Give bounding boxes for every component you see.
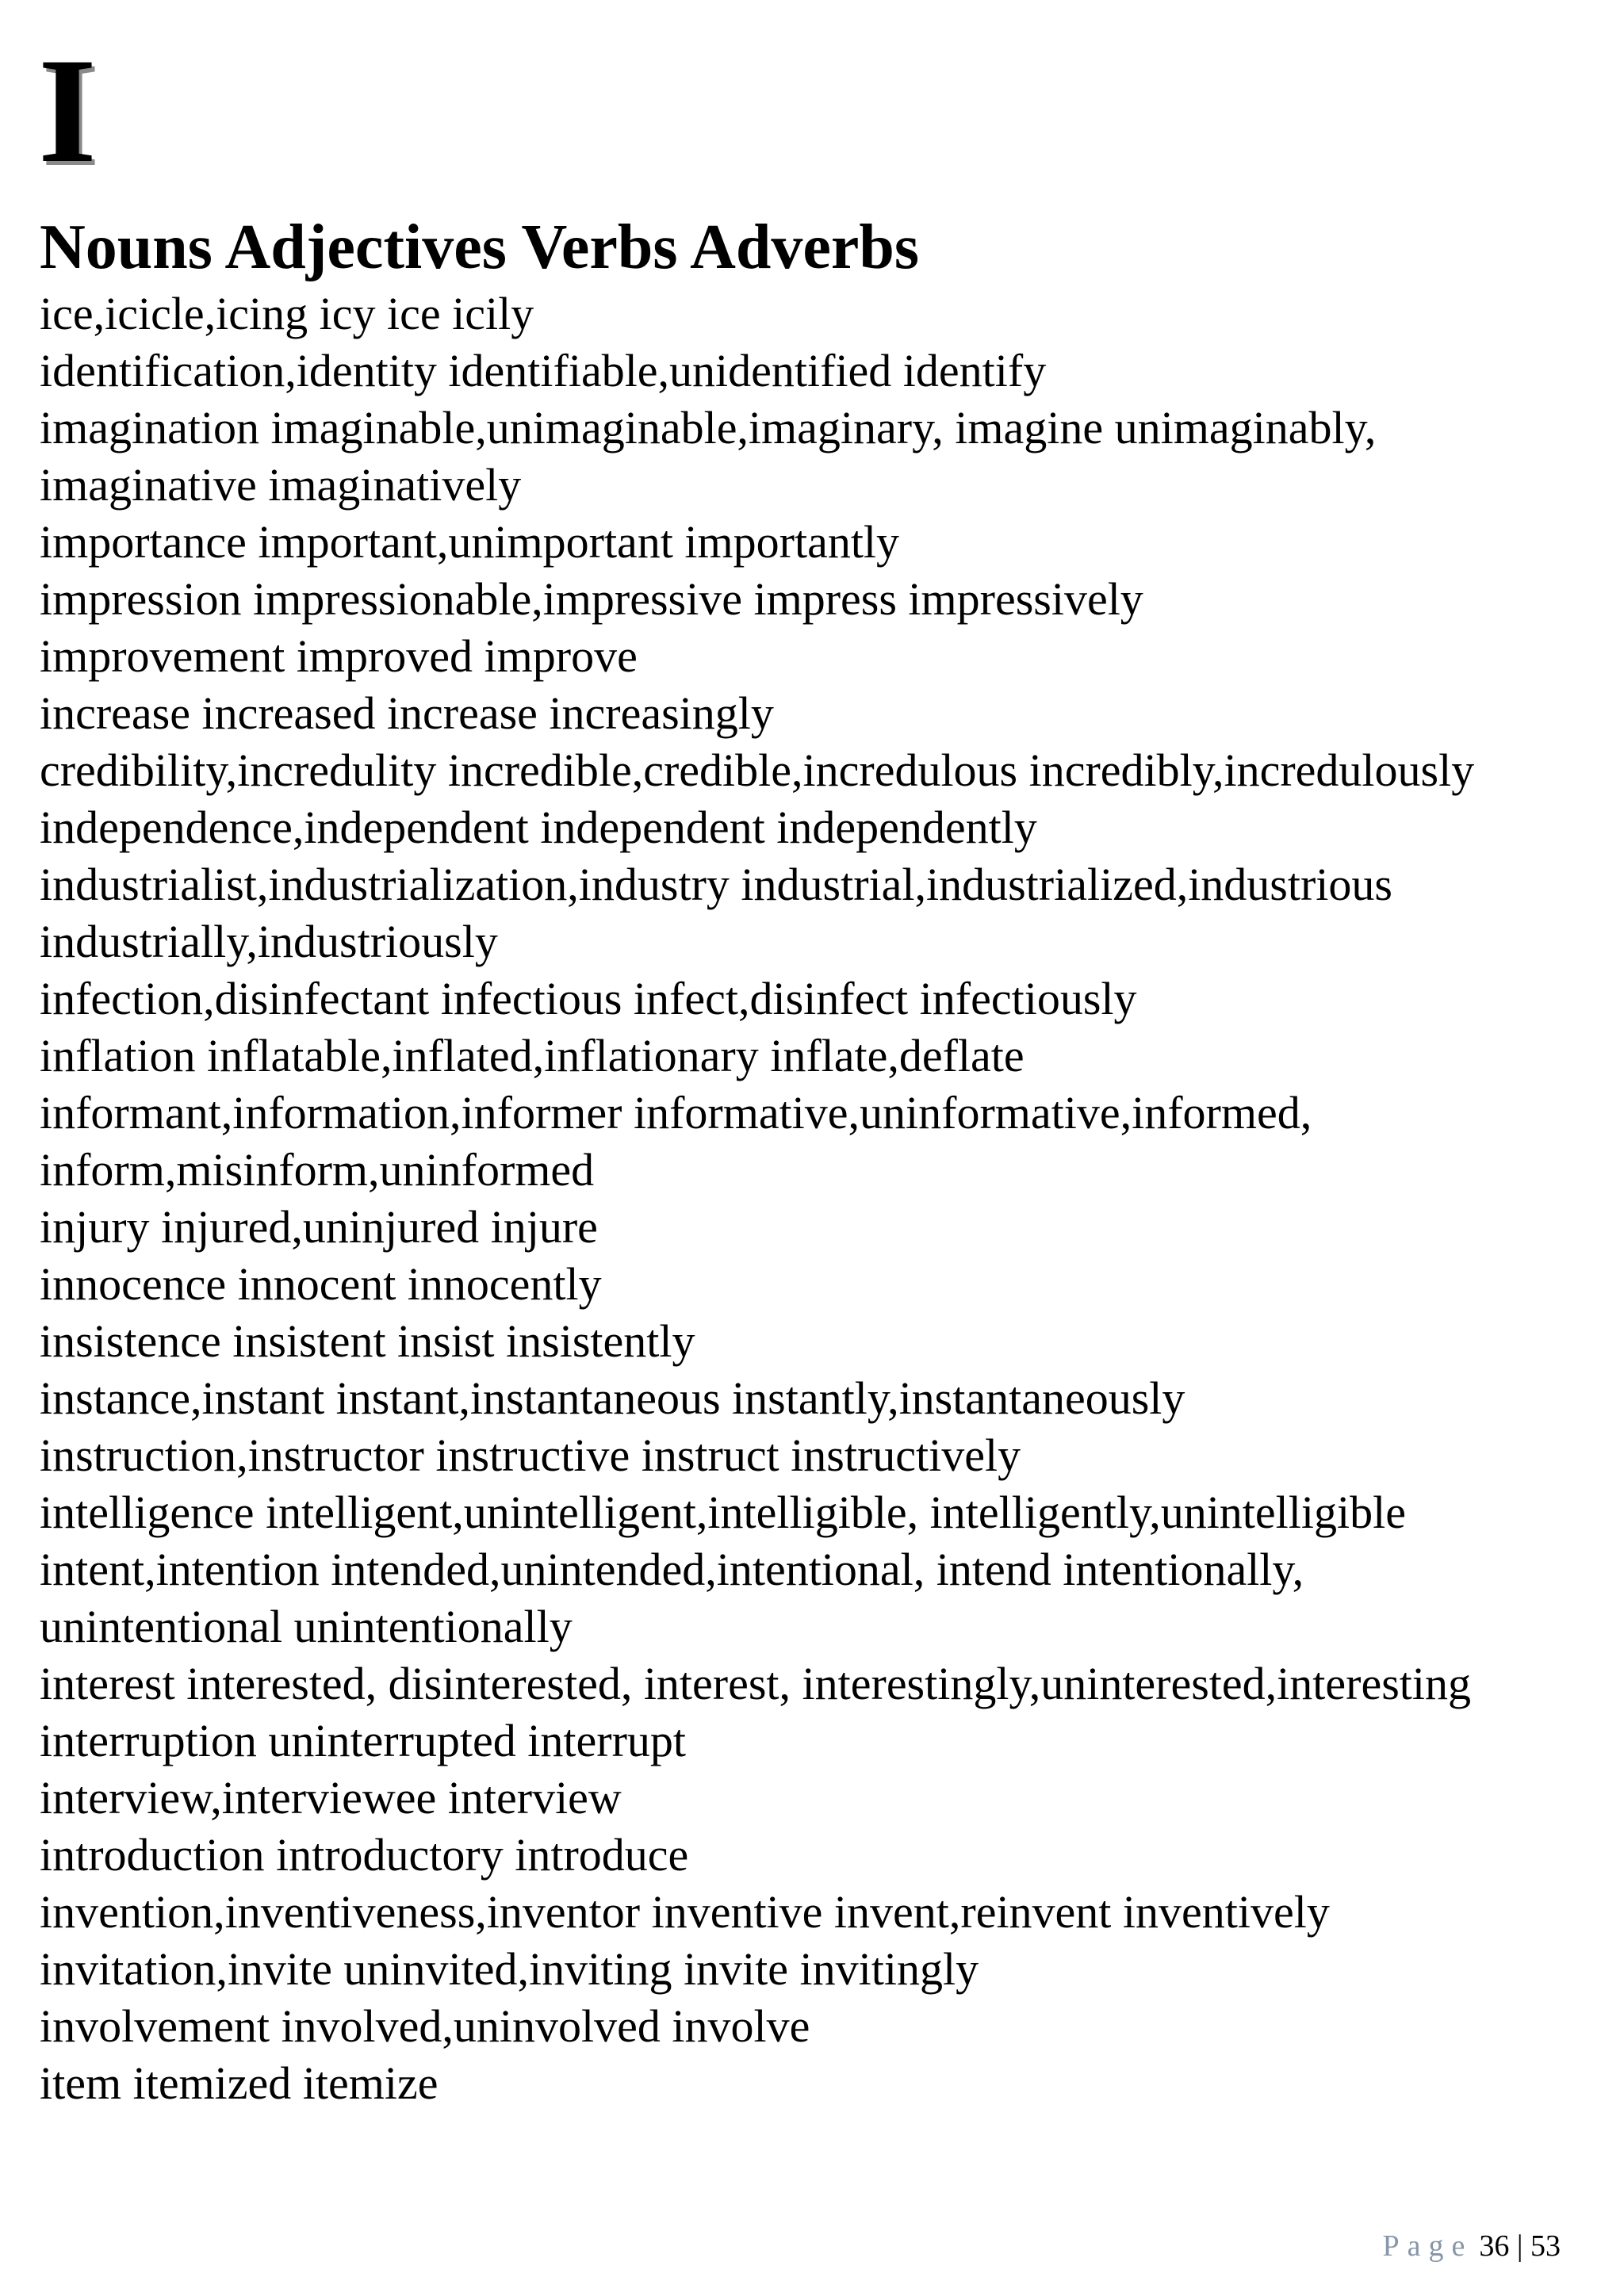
list-line: instance,instant instant,instantaneous instantly,instantaneously [40,1372,1185,1424]
list-line: infection,disinfectant infectious infect,disinfect infectiously [40,973,1137,1024]
page-footer [1383,2228,1561,2264]
list-line: improvement improved improve [40,630,638,682]
list-line: interview,interviewee interview [40,1772,622,1823]
list-line: increase increased increase increasingly [40,687,774,739]
list-line: introduction introductory introduce [40,1829,689,1881]
page-number: 36 | 53 [1479,2229,1561,2263]
word-family-list [40,285,1610,2112]
list-line: informant,information,informer informative,uninformative,informed, [40,1087,1312,1138]
list-line: credibility,incredulity incredible,credible,incredulous incredibly,incredulously [40,744,1475,796]
list-line: imagination imaginable,unimaginable,imaginary, imagine unimaginably, [40,402,1377,453]
list-line: importance important,unimportant importantly [40,516,900,568]
list-line: innocence innocent innocently [40,1258,602,1310]
list-line: insistence insistent insist insistently [40,1315,695,1367]
list-line: item itemized itemize [40,2057,439,2109]
list-line: interruption uninterrupted interrupt [40,1715,687,1766]
list-line: interest interested, disinterested, interest, interestingly,uninterested,interesting [40,1658,1471,1709]
list-line: involvement involved,uninvolved involve [40,2000,810,2052]
list-line: imaginative imaginatively [40,459,522,511]
page-label: Page [1382,2229,1473,2263]
list-line: industrialist,industrialization,industry industrial,industrialized,industrious [40,859,1392,910]
list-line: invention,inventiveness,inventor inventive invent,reinvent inventively [40,1886,1330,1938]
list-line: industrially,industriously [40,916,498,967]
list-line: inflation inflatable,inflated,inflationary inflate,deflate [40,1030,1025,1081]
list-line: invitation,invite uninvited,inviting invite invitingly [40,1943,979,1995]
section-letter: I [38,28,97,194]
list-line: intelligence intelligent,unintelligent,intelligible, intelligently,unintelligible [40,1487,1406,1538]
list-line: instruction,instructor instructive instruct instructively [40,1429,1021,1481]
list-line: intent,intention intended,unintended,intentional, intend intentionally, [40,1544,1304,1595]
list-line: impression impressionable,impressive impress impressively [40,573,1143,625]
list-line: identification,identity identifiable,unidentified identify [40,345,1047,396]
column-heading: Nouns Adjectives Verbs Adverbs [40,212,920,282]
list-line: ice,icicle,icing icy ice icily [40,288,534,339]
list-line: independence,independent independent independently [40,802,1037,853]
list-line: unintentional unintentionally [40,1601,573,1652]
list-line: inform,misinform,uninformed [40,1144,595,1196]
list-line: injury injured,uninjured injure [40,1201,598,1253]
